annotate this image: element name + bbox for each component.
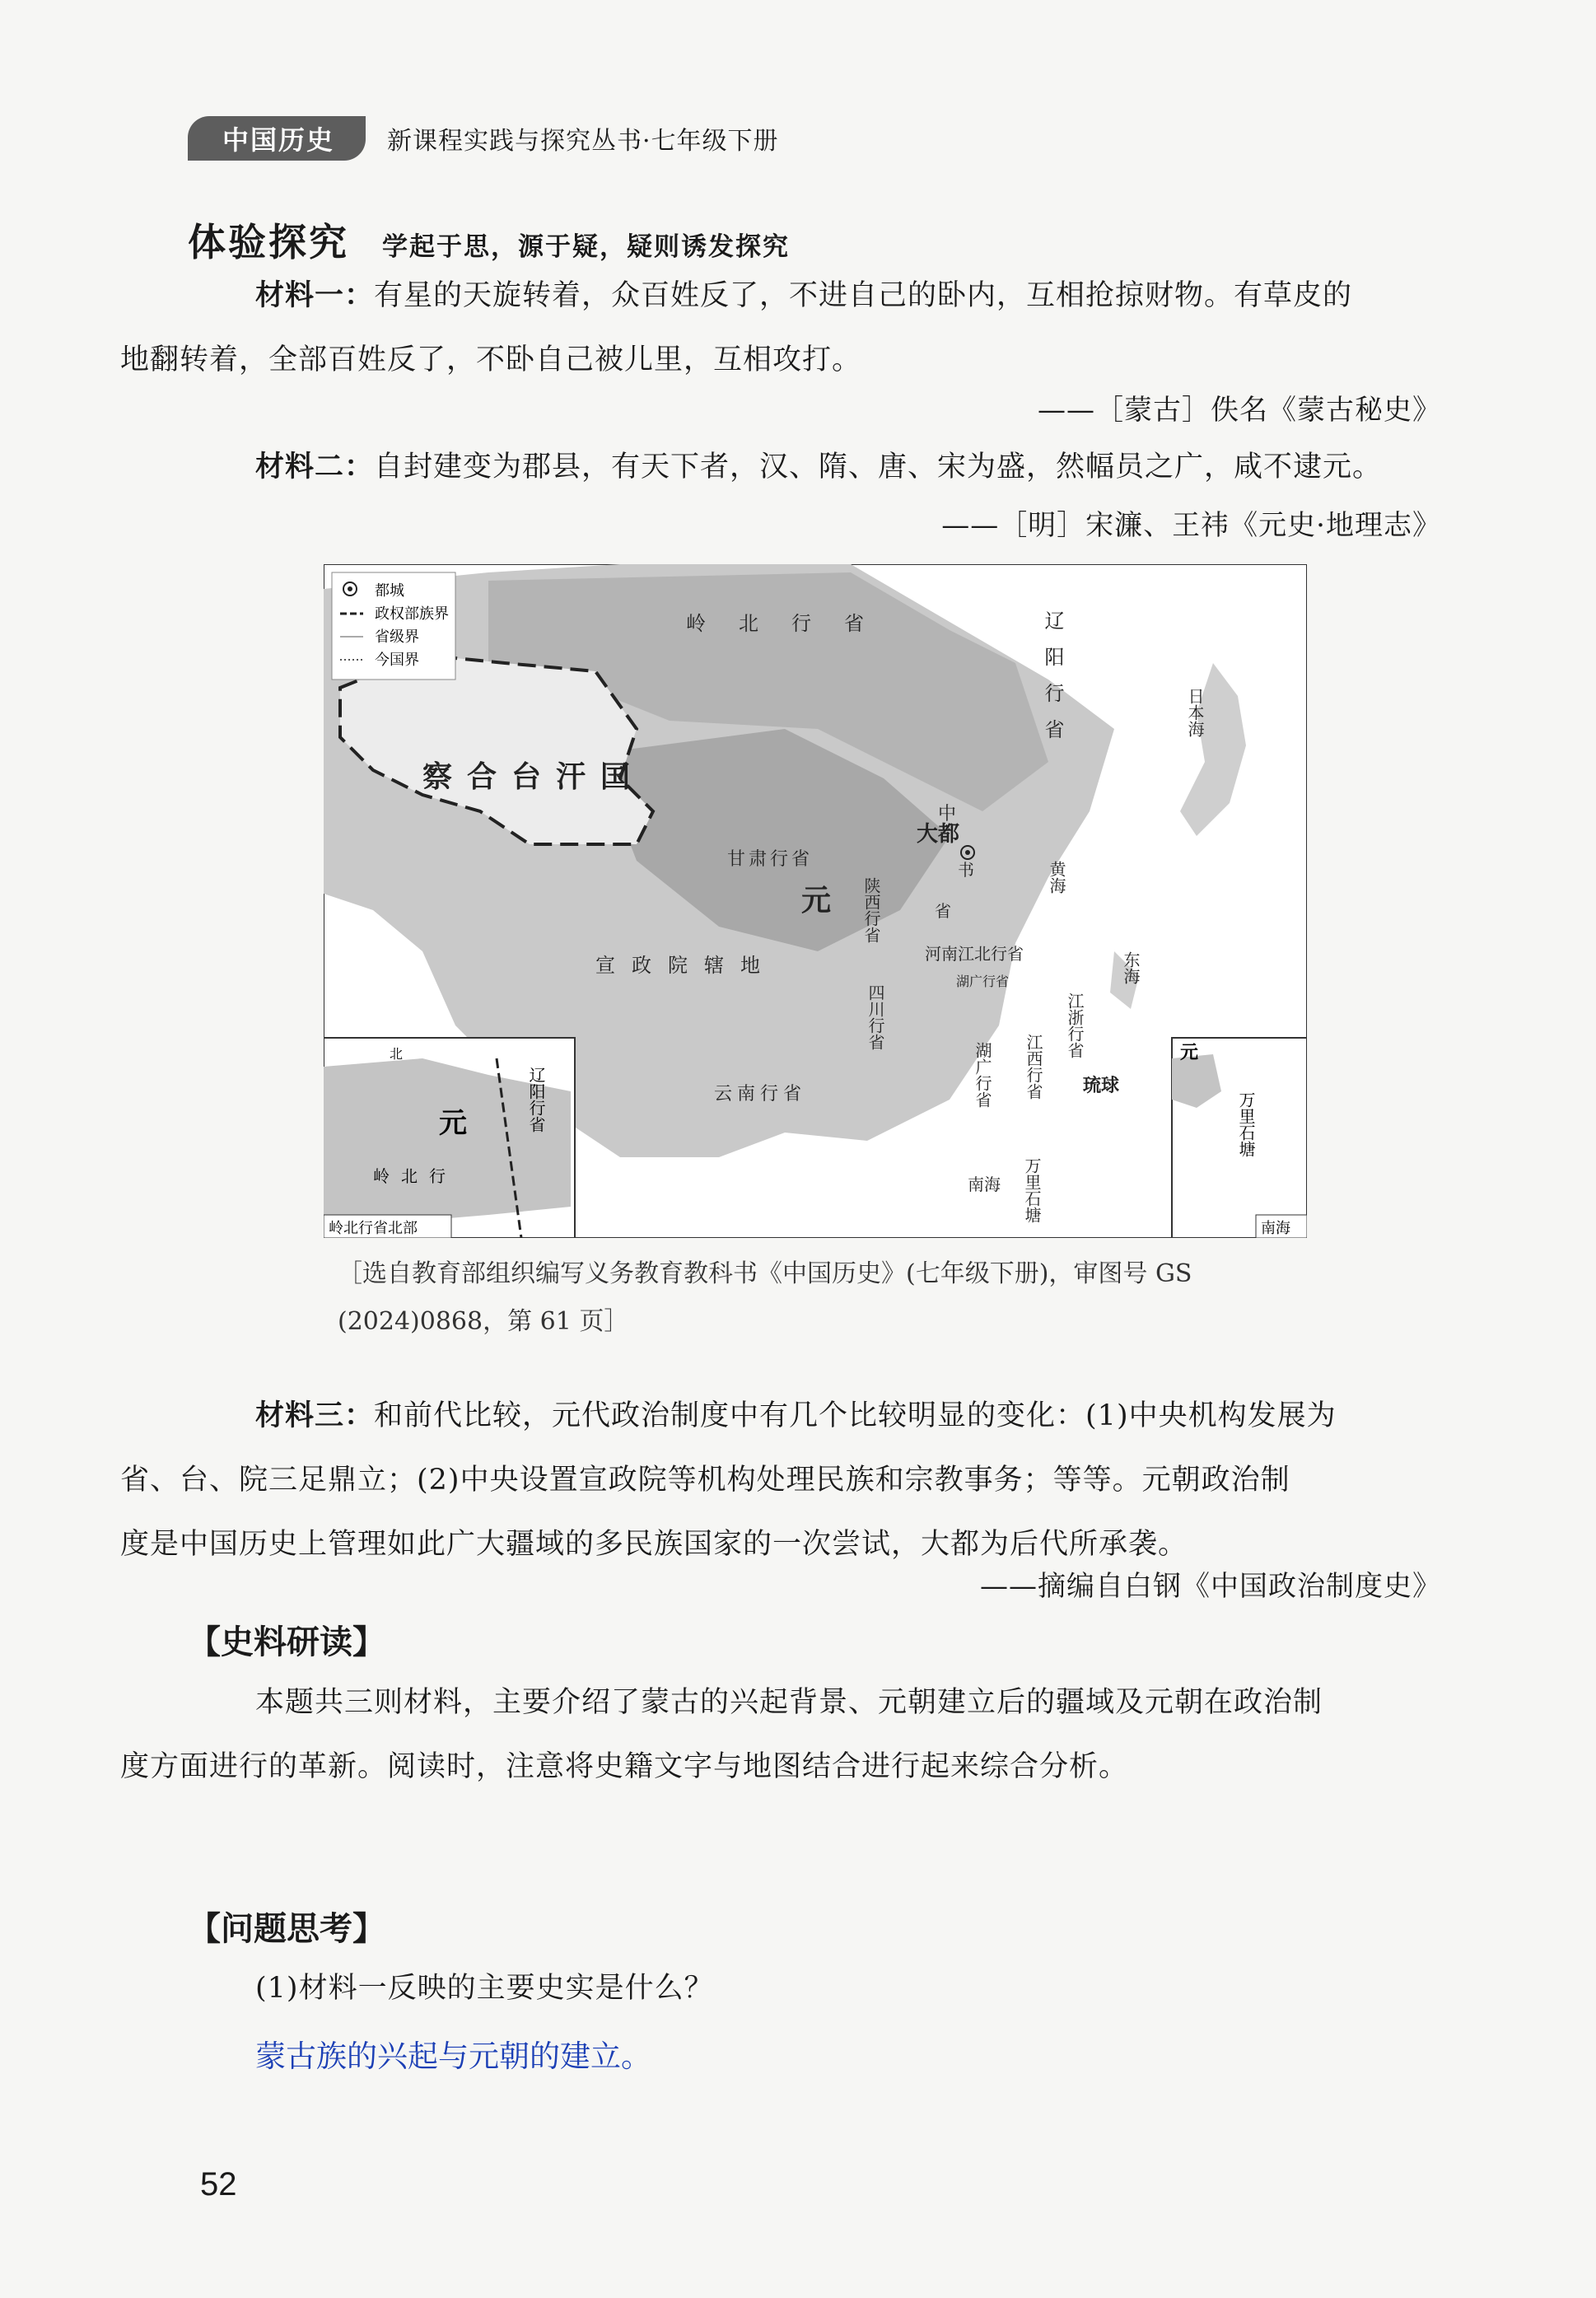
legend-regime-border: 政权部族界: [375, 605, 449, 623]
material-3-line2: 省、台、院三足鼎立；(2)中央设置宣政院等机构处理民族和宗教事务；等等。元朝政治制: [120, 1464, 1290, 1497]
label-wanli: 万里石塘: [1022, 1157, 1042, 1223]
reading-body: [120, 1670, 1441, 1799]
reading-line2: 度方面进行的革新。阅读时，注意将史籍文字与地图结合进行起来综合分析。: [120, 1750, 1129, 1783]
material-3: [120, 1384, 1441, 1576]
thinking-title: 【问题思考】: [188, 1910, 385, 1948]
label-huanghai: 黄海: [1047, 861, 1066, 894]
legend-national-border: 今国界: [375, 652, 419, 669]
material-2: [188, 435, 1441, 499]
label-donghai: 东海: [1121, 951, 1141, 984]
label-gansu: 甘肃行省: [727, 849, 814, 870]
label-dadu: 大都: [917, 822, 960, 847]
material-1-line2: 地翻转着，全部百姓反了，不卧自己被儿里，互相攻打。: [120, 343, 862, 376]
label-sheng: 省: [935, 901, 951, 921]
map-caption: [338, 1250, 1326, 1346]
label-jiangxi: 江西行省: [1024, 1034, 1043, 1100]
inset-right-wanli: 万里石塘: [1236, 1091, 1256, 1157]
inset-left-liaoyang: 辽阳行省: [526, 1067, 546, 1133]
material-3-line1: 和前代比较，元代政治制度中有几个比较明显的变化：(1)中央机构发展为: [374, 1399, 1337, 1432]
section-title: [188, 213, 790, 267]
material-3-line3: 度是中国历史上管理如此广大疆域的多民族国家的一次尝试，大都为后代所承袭。: [120, 1528, 1188, 1561]
label-nanhai: 南海: [968, 1175, 1001, 1194]
material-1-label: 材料一：: [255, 279, 375, 312]
material-2-source: ——［明］宋濂、王祎《元史·地理志》: [941, 509, 1441, 542]
dadu-marker-dot: [965, 850, 970, 855]
inset-right-caption: 南海: [1261, 1220, 1290, 1237]
material-3-label: 材料三：: [255, 1399, 375, 1432]
label-jiangzhe: 江浙行省: [1065, 993, 1085, 1058]
legend-capital: 都城: [375, 582, 404, 600]
answer-1: 蒙古族的兴起与元朝的建立。: [255, 2039, 651, 2074]
section-heading: 体验探究: [188, 220, 349, 264]
question-1: (1)材料一反映的主要史实是什么？: [255, 1972, 714, 2005]
label-liuqiu: 琉球: [1083, 1076, 1120, 1096]
label-yuan: 元: [801, 884, 832, 918]
map-caption-line2: (2024)0868，第 61 页］: [338, 1307, 629, 1336]
map-caption-line1: ［选自教育部组织编写义务教育教科书《中国历史》(七年级下册)，审图号 GS: [338, 1259, 1192, 1288]
yuan-dynasty-map: [324, 564, 1307, 1238]
label-henan: 河南江北行省: [925, 944, 1024, 964]
inset-right-yuan: 元: [1180, 1043, 1199, 1063]
inset-left-yuan: 元: [439, 1107, 467, 1140]
section-subtitle: 学起于思，源于疑，疑则诱发探究: [382, 232, 790, 262]
label-ribenhai: 日本海: [1185, 688, 1205, 737]
label-shu: 书: [958, 860, 974, 880]
material-2-label: 材料二：: [255, 451, 375, 483]
inset-left-caption: 岭北行省北部: [329, 1220, 418, 1237]
legend-province-border: 省级界: [375, 628, 419, 646]
material-1: [120, 264, 1441, 392]
running-header: [188, 118, 779, 159]
label-chahetai: 察合台汗国: [422, 760, 646, 794]
reading-line1: 本题共三则材料，主要介绍了蒙古的兴起背景、元朝建立后的疆域及元朝在政治制: [255, 1686, 1323, 1719]
inset-left-lingbei: 岭北行: [373, 1166, 457, 1186]
series-title: 新课程实践与探究丛书·七年级下册: [387, 127, 779, 156]
subject-tab: 中国历史: [188, 116, 366, 161]
material-1-line1: 有星的天旋转着，众百姓反了，不进自己的卧内，互相抢掠财物。有草皮的: [374, 279, 1353, 312]
page-number: 52: [200, 2166, 237, 2202]
label-liaoyang: 辽阳行省: [1041, 610, 1064, 755]
label-xuanzheng: 宣政院辖地: [595, 954, 777, 977]
label-lingbei: 岭北行省: [686, 612, 897, 635]
label-shaanxi: 陕西行省: [861, 877, 881, 943]
label-zhong: 中: [938, 804, 957, 824]
material-2-text: 自封建变为郡县，有天下者，汉、隋、唐、宋为盛，然幅员之广，咸不逮元。: [374, 451, 1383, 483]
reading-title: 【史料研读】: [188, 1623, 385, 1661]
material-3-source: ——摘编自白钢《中国政治制度史》: [980, 1570, 1441, 1603]
label-huguang-small: 湖广行省: [956, 974, 1010, 989]
label-sichuan: 四川行省: [866, 984, 885, 1050]
inset-left-bei: 北: [390, 1046, 404, 1062]
label-huguang: 湖广行省: [973, 1042, 992, 1108]
material-1-source: ——［蒙古］佚名《蒙古秘史》: [1038, 394, 1441, 427]
label-yunnan: 云南行省: [714, 1084, 807, 1105]
